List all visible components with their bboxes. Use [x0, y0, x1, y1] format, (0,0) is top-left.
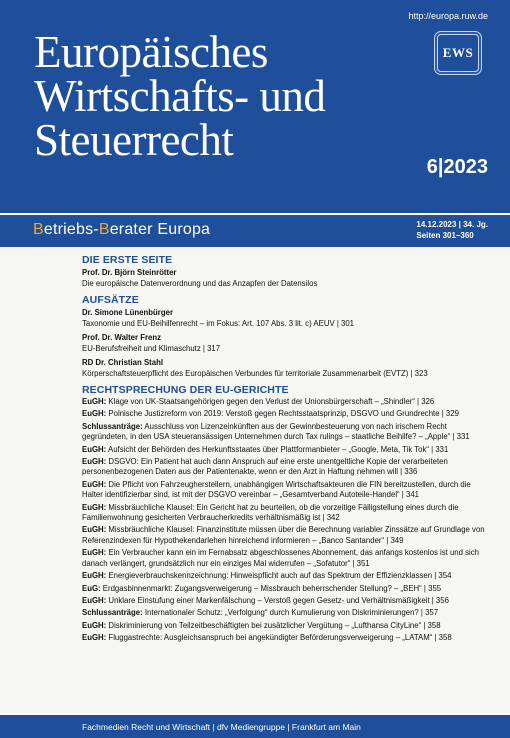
court-label: EuGH: — [82, 409, 107, 419]
court-label: EuGH: — [82, 633, 107, 643]
section-heading-first-page: DIE ERSTE SEITE — [82, 254, 173, 266]
case-entry[interactable] — [82, 422, 492, 443]
court-label: EuGH: — [82, 548, 107, 558]
author-name: Dr. Simone Lünenbürger — [82, 308, 173, 317]
author-name: Prof. Dr. Björn Steinrötter — [82, 268, 177, 277]
court-label: Schlussanträge: — [82, 608, 143, 618]
article-title[interactable]: EU-Berufsfreiheit und Klimaschutz | 317 — [82, 344, 221, 353]
section-heading-articles: AUFSÄTZE — [82, 294, 139, 306]
case-entry[interactable] — [82, 621, 492, 631]
court-label: EuGH: — [82, 595, 107, 605]
issue-pages: Seiten 301–360 — [416, 231, 474, 240]
case-entry[interactable] — [82, 571, 492, 581]
case-entry[interactable] — [82, 480, 492, 501]
court-label: EuGH: — [82, 571, 107, 581]
series-subtitle — [33, 221, 210, 239]
ews-logo: EWS — [437, 34, 479, 72]
issue-date-block — [416, 219, 488, 241]
subtitle-part-1: etriebs- — [43, 221, 99, 238]
section-heading-case-law: RECHTSPRECHUNG DER EU-GERICHTE — [82, 384, 289, 396]
table-of-contents — [82, 254, 492, 646]
court-label: EuGH: — [82, 397, 107, 406]
case-entry[interactable] — [82, 584, 492, 594]
article-title[interactable]: Die europäische Datenverordnung und das Anzapfen der Datensilos — [82, 279, 318, 288]
court-label: EuGH: — [82, 479, 107, 489]
case-text: Aufsicht der Behörden des Herkunftsstaates über Plattformanbieter – „Google, Meta, Tik Tok“ | 331 — [106, 444, 449, 454]
subtitle-part-2: erater Europa — [109, 221, 211, 238]
subtitle-initial-2: B — [98, 221, 110, 238]
case-text: DSGVO: Ein Patient hat auch dann Anspruch auf eine erste unentgeltliche Kopie der verarbeiteten personenbezogenen Daten aus der Patientenakte, wenn er den Arzt in Haftung nehmen will | 336 — [82, 457, 448, 477]
case-entry[interactable] — [82, 596, 492, 606]
case-entry[interactable] — [82, 397, 492, 407]
court-label: Schlussanträge: — [82, 421, 143, 431]
case-text: Fluggastrechte: Ausgleichsanspruch bei angekündigter Beförderungsverweigerung – „LATAM“ | 358 — [106, 633, 452, 643]
issue-date: 14.12.2023 | 34. Jg. — [416, 220, 488, 229]
case-text: Missbräuchliche Klausel: Ein Gericht hat zu beurteilen, ob die vorzeitige Fälligstellung eines durch die Familienwohnung gesicherten Verbraucherkredits verhältnismäßig ist | 342 — [82, 502, 459, 523]
case-entry[interactable] — [82, 548, 492, 569]
article-title[interactable]: Taxonomie und EU-Beihilfenrecht – im Fokus: Art. 107 Abs. 3 lit. c) AEUV | 301 — [82, 319, 355, 328]
issue-number: 6|2023 — [426, 156, 488, 178]
case-text: Erdgasbinnenmarkt: Zugangsverweigerung – Missbrauch beherrschender Stellung? – „BEH“ | 355 — [100, 583, 442, 593]
journal-title — [34, 27, 326, 165]
case-text: Internationaler Schutz: „Verfolgung“ durch Kumulierung von Diskriminierungen? | 357 — [142, 608, 439, 618]
case-entry[interactable] — [82, 503, 492, 524]
cover-header — [0, 0, 510, 213]
case-entry[interactable] — [82, 409, 492, 419]
case-text: Ausschluss von Lizenzeinkünften aus der Gewinnbesteuerung von nach irischem Recht gegründeten, in den USA steueransässigen Unternehmen durch Tax rulings – staatliche Beihilfe? – „Apple“ | 331 — [82, 421, 470, 442]
case-text: Missbräuchliche Klausel: Finanzinstitute müssen über die Berechnung variabler Zinssätze auf Grundlage von Referenzindexen für Hypothekendarlehen hinreichend informieren – „Banco Santander“ | 349 — [82, 525, 485, 545]
subtitle-initial-1: B — [33, 221, 44, 238]
court-label: EuGH: — [82, 457, 107, 467]
publisher-footer — [0, 713, 510, 738]
title-line-1: Europäisches — [34, 27, 268, 77]
case-entry[interactable] — [82, 633, 492, 643]
court-label: EuGH: — [82, 444, 107, 454]
case-text: Ein Verbraucher kann ein im Fernabsatz abgeschlossenes Abonnement, das anfangs kostenlos ist und sich danach verlängert, grundsätzlich nur ein einziges Mal widerrufen – „Sofatutor“ | 351 — [82, 548, 480, 568]
publisher-line: Fachmedien Recht und Wirtschaft | dfv Mediengruppe | Frankfurt am Main — [82, 722, 361, 732]
court-label: EuGH: — [82, 525, 107, 535]
subtitle-strip — [0, 213, 510, 247]
title-line-3: Steuerrecht — [34, 115, 234, 165]
court-label: EuG: — [82, 583, 101, 593]
case-text: Klage von UK-Staatsangehörigen gegen den Verlust der Unionsbürgerschaft – „Shindler“ | 326 — [106, 397, 435, 406]
case-text: Die Pflicht von Fahrzeugherstellern, unabhängigen Wirtschaftsakteuren die FIN bereitzustellen, durch die Halter identifizierbar sind, ist mit der DSGVO vereinbar – „Gesamtverband Autoteile-Handel“ | 341 — [82, 479, 471, 500]
article-title[interactable]: Körperschaftsteuerpflicht des Europäischen Verbundes für territoriale Zusammenarbeit (EVTZ) | 323 — [82, 369, 428, 378]
court-label: EuGH: — [82, 620, 107, 630]
case-entry[interactable] — [82, 445, 492, 455]
court-label: EuGH: — [82, 502, 107, 512]
case-entry[interactable] — [82, 457, 492, 478]
case-text: Diskriminierung von Teilzeitbeschäftigten bei zusätzlicher Vergütung – „Lufthansa CityLine“ | 358 — [106, 620, 441, 630]
case-text: Polnische Justizreform von 2019: Verstoß gegen Rechtsstaatsprinzip, DSGVO und Grundrechte | 329 — [106, 409, 459, 419]
case-text: Unklare Einstufung einer Markenfälschung – Verstoß gegen Gesetz- und Verhältnismäßigkeit | 356 — [106, 595, 449, 605]
author-name: RD Dr. Christian Stahl — [82, 358, 164, 367]
website-url[interactable]: http://europa.ruw.de — [408, 11, 488, 21]
title-line-2: Wirtschafts- und — [34, 71, 326, 121]
case-entry[interactable] — [82, 608, 492, 618]
author-name: Prof. Dr. Walter Frenz — [82, 333, 161, 342]
case-text: Energieverbrauchskennzeichnung: Hinweispflicht auch auf das Spektrum der Effizienzklassen | 354 — [106, 571, 452, 581]
case-entry[interactable] — [82, 525, 492, 546]
